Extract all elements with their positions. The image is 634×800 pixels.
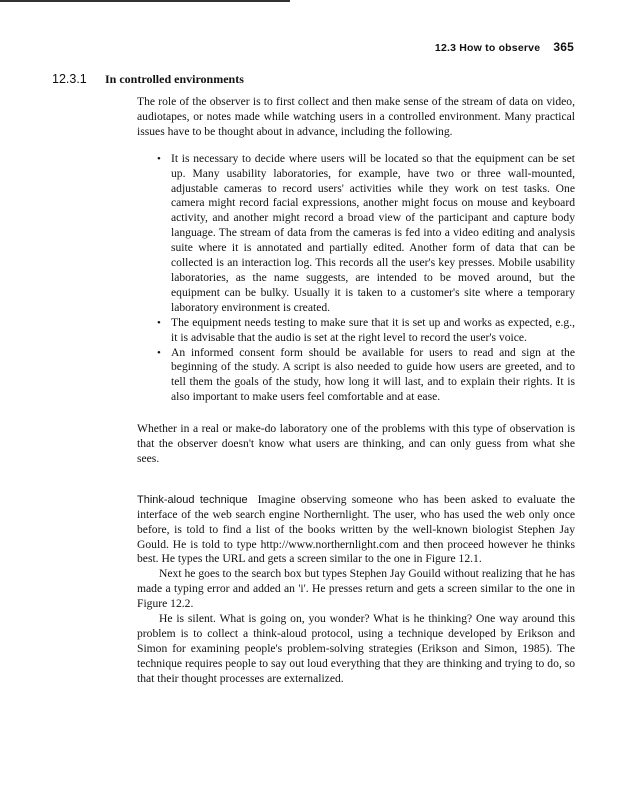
- section-heading: [52, 72, 244, 87]
- top-rule: [0, 0, 290, 2]
- list-item: [157, 315, 575, 346]
- list-item: [157, 151, 575, 316]
- think-aloud-paragraph-3: He is silent. What is going on, you wonder? What is he thinking? One way around this problem is to collect a think-aloud protocol, using a technique developed by Erikson and Simon for examining people's problem-solving strategies (Erikson and Simon, 1985). The technique requires people to say out loud everything that they are thinking and trying to do, so that their thought processes are externalized.: [137, 612, 575, 685]
- list-item-text: An informed consent form should be available for users to read and sign at the beginning of the study. A script is also needed to guide how users are greeted, and to tell them the goals of the study, how long it will last, and to explain their rights. It is also important to make users feel comfortable and at ease.: [171, 345, 575, 404]
- page-number: 365: [553, 40, 574, 54]
- list-item: [157, 345, 575, 406]
- observation-problem-paragraph: Whether in a real or make-do laboratory one of the problems with this type of observation is that the observer doesn't know what users are thinking, and can only guess from what she sees.: [137, 422, 575, 465]
- bullet-icon: •: [157, 152, 161, 165]
- think-aloud-heading: Think-aloud technique: [137, 493, 248, 506]
- running-head: [435, 40, 574, 54]
- running-head-section: 12.3 How to observe: [434, 42, 541, 54]
- list-item-text: It is necessary to decide where users will be located so that the equipment can be set up. Many usability laboratories, for example, have two or three wall-mounted, adjustable cameras to record users' activities while they work on test tasks. One camera might record facial expressions, another might focus on mouse and keyboard activity, and another might record a broad view of the participant and capture body language. The stream of data from the cameras is fed into a video editing and analysis suite where it is annotated and partially edited. Another form of data that can be collected is an interaction log. This records all the user's key presses. Mobile usability laboratories, as the name suggests, are intended to be moved around, but the equipment can be bulky. Usually it is taken to a customer's site where a temporary laboratory environment is created.: [171, 151, 575, 314]
- body-column: [137, 95, 575, 687]
- think-aloud-paragraph-2: Next he goes to the search box but types Stephen Jay Gouild without realizing that he has made a typing error and added an 'i'. He presses return and gets a screen similar to the one in Figure 12.2.: [137, 567, 575, 611]
- bullet-icon: •: [157, 316, 161, 329]
- think-aloud-text-1: Imagine observing someone who has been asked to evaluate the interface of the web search engine Northernlight. The user, who has used the web only once before, is told to find a list of the books written by the well-known biologist Stephen Jay Gould. He is told to type http://www.northernlight.com and then proceed however he thinks best. He types the URL and gets a screen similar to the one in Figure 12.1.: [137, 492, 575, 566]
- bullet-icon: •: [157, 346, 161, 359]
- practical-issues-list: [137, 152, 575, 405]
- intro-paragraph: The role of the observer is to first collect and then make sense of the stream of data on video, audiotapes, or notes made while watching users in a controlled environment. Many practical issues have to be thought about in advance, including the following.: [137, 95, 575, 138]
- section-number: 12.3.1: [52, 72, 87, 86]
- think-aloud-paragraph-1: [137, 493, 575, 568]
- list-item-text: The equipment needs testing to make sure that it is set up and works as expected, e.g., it is advisable that the audio is set at the right level to record the user's voice.: [171, 315, 575, 344]
- section-title: In controlled environments: [105, 72, 244, 86]
